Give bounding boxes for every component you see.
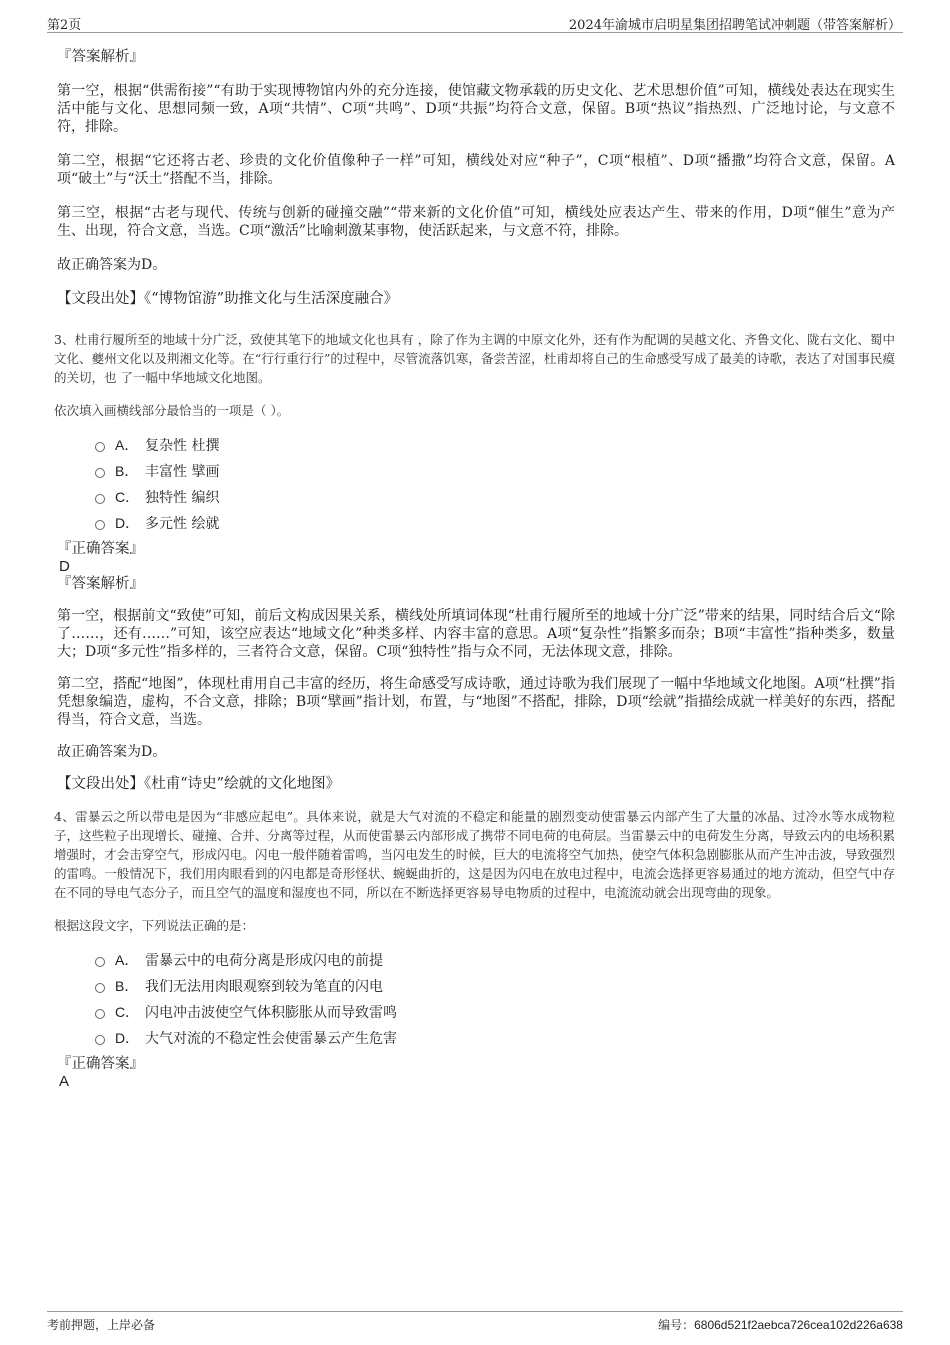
radio-icon[interactable]	[95, 468, 105, 478]
q3-prompt: 依次填入画横线部分最恰当的一项是（ ）。	[54, 403, 290, 418]
q3-option-d[interactable]	[95, 510, 895, 536]
q3-options	[95, 432, 895, 536]
q3-answer: D	[59, 558, 70, 575]
radio-icon[interactable]	[95, 494, 105, 504]
option-text: 独特性 编织	[145, 490, 220, 506]
q4-answer: A	[59, 1073, 70, 1090]
q2-source: 【文段出处】《“博物馆游”助推文化与生活深度融合》	[57, 291, 399, 307]
option-text: 多元性 绘就	[145, 516, 220, 532]
radio-icon[interactable]	[95, 983, 105, 993]
q4-option-a[interactable]	[95, 947, 895, 973]
q4-option-c[interactable]	[95, 999, 895, 1025]
option-letter: B．	[115, 463, 139, 479]
q3-stem: 3、杜甫行履所至的地域十分广泛，致使其笔下的地域文化也具有 ，除了作为主调的中原文化外，还有作为配调的吴越文化、齐鲁文化、陇右文化、蜀中文化、夔州文化以及荆湘文化等。在“行行重行行”的过程中，尽管流落饥寒，备尝苦涩，杜甫却将自己的生命感受写成了最美的诗歌，表达了对国事民瘼的关切，也 了一幅中华地域文化地图。	[54, 332, 895, 385]
footer-slogan: 考前押题，上岸必备	[47, 1318, 156, 1332]
option-letter: C．	[115, 489, 140, 505]
document-title: 2024年渝城市启明星集团招聘笔试冲刺题（带答案解析）	[568, 18, 901, 33]
q3-answer-label: 『正确答案』	[57, 541, 144, 557]
option-letter: D．	[115, 1030, 140, 1046]
page-content	[54, 48, 895, 1090]
option-text: 雷暴云中的电荷分离是形成闪电的前提	[145, 953, 383, 969]
page-footer	[47, 1311, 903, 1332]
q3-analysis-p1: 第一空，根据前文“致使”可知，前后文构成因果关系，横线处所填词体现“杜甫行履所至的地域十分广泛”带来的结果，同时结合后文“除了……，还有……”可知，该空应表达“地域文化”种类多样、内容丰富的意思。A项“复杂性”指繁多而杂；B项“丰富性”指种类多，数量大；D项“多元性”指多样的，三者符合文意，保留。C项“独特性”指与众不同，无法体现文意，排除。	[57, 608, 895, 660]
option-text: 闪电冲击波使空气体积膨胀从而导致雷鸣	[145, 1005, 397, 1021]
option-letter: B．	[115, 978, 139, 994]
footer-serial: 编号：6806d521f2aebca726cea102d226a638	[658, 1318, 903, 1332]
q3-conclusion: 故正确答案为D。	[57, 744, 167, 760]
radio-icon[interactable]	[95, 520, 105, 530]
q3-analysis-p2: 第二空，搭配“地图”，体现杜甫用自己丰富的经历，将生命感受写成诗歌，通过诗歌为我们展现了一幅中华地域文化地图。A项“杜撰”指凭想象编造，虚构，不合文意，排除；B项“擘画”指计划，布置，与“地图”不搭配，排除，D项“绘就”指描绘成就一样美好的东西，搭配得当，符合文意，当选。	[57, 676, 895, 728]
q3-option-c[interactable]	[95, 484, 895, 510]
q3-source: 【文段出处】《杜甫“诗史”绘就的文化地图》	[57, 776, 341, 792]
q4-stem: 4、雷暴云之所以带电是因为“非感应起电”。具体来说，就是大气对流的不稳定和能量的剧烈变动使雷暴云内部产生了大量的冰晶、过冷水等水成物粒子，这些粒子出现增长、碰撞、合并、分离等过程，从而使雷暴云内部形成了携带不同电荷的电荷层。当雷暴云中的电荷发生分离，导致云内的电场积累增强时，才会击穿空气，形成闪电。闪电一般伴随着雷鸣，当闪电发生的时候，巨大的电流将空气加热，使空气体积急剧膨胀从而产生冲击波，导致强烈的雷鸣。一般情况下，我们用肉眼看到的闪电都是奇形怪状、蜿蜒曲折的，这是因为闪电在放电过程中，电流会选择更容易通过的地方流动，但空气中存在不同的导电气态分子，而且空气的温度和湿度也不同，所以在不断选择更容易导电物质的过程中，电流流动就会出现弯曲的现象。	[54, 809, 895, 900]
q4-option-d[interactable]	[95, 1025, 895, 1051]
option-letter: A．	[115, 952, 139, 968]
option-letter: A．	[115, 437, 139, 453]
q2-analysis-p3: 第三空，根据“古老与现代、传统与创新的碰撞交融”“带来新的文化价值”可知，横线处应表达产生、带来的作用，D项“催生”意为产生、出现，符合文意，当选。C项“激活”比喻刺激某事物，使活跃起来，与文意不符，排除。	[57, 205, 895, 239]
option-text: 大气对流的不稳定性会使雷暴云产生危害	[145, 1031, 397, 1047]
radio-icon[interactable]	[95, 442, 105, 452]
q4-prompt: 根据这段文字，下列说法正确的是：	[54, 918, 255, 933]
option-letter: C．	[115, 1004, 140, 1020]
radio-icon[interactable]	[95, 957, 105, 967]
radio-icon[interactable]	[95, 1035, 105, 1045]
q2-analysis-label: 『答案解析』	[57, 49, 144, 65]
page-number: 第2页	[47, 18, 82, 33]
option-text: 我们无法用肉眼观察到较为笔直的闪电	[145, 979, 383, 995]
option-text: 复杂性 杜撰	[145, 438, 220, 454]
option-text: 丰富性 擘画	[145, 464, 220, 480]
q4-options	[95, 947, 895, 1051]
option-letter: D．	[115, 515, 140, 531]
q2-analysis-p2: 第二空，根据“它还将古老、珍贵的文化价值像种子一样”可知，横线处对应“种子”，C项“根植”、D项“播撒”均符合文意，保留。A项“破土”与“沃土”搭配不当，排除。	[57, 153, 895, 187]
q3-option-b[interactable]	[95, 458, 895, 484]
q3-option-a[interactable]	[95, 432, 895, 458]
q2-analysis-p1: 第一空，根据“供需衔接”“有助于实现博物馆内外的充分连接，使馆藏文物承载的历史文化、艺术思想价值”可知，横线处表达在现实生活中能与文化、思想同频一致，A项“共情”、C项“共鸣”、D项“共振”均符合文意，保留。B项“热议”指热烈、广泛地讨论，与文意不符，排除。	[57, 83, 895, 135]
q2-conclusion: 故正确答案为D。	[57, 257, 167, 273]
q4-option-b[interactable]	[95, 973, 895, 999]
q3-analysis-label: 『答案解析』	[57, 576, 144, 592]
page-header	[47, 10, 903, 33]
radio-icon[interactable]	[95, 1009, 105, 1019]
q4-answer-label: 『正确答案』	[57, 1056, 144, 1072]
